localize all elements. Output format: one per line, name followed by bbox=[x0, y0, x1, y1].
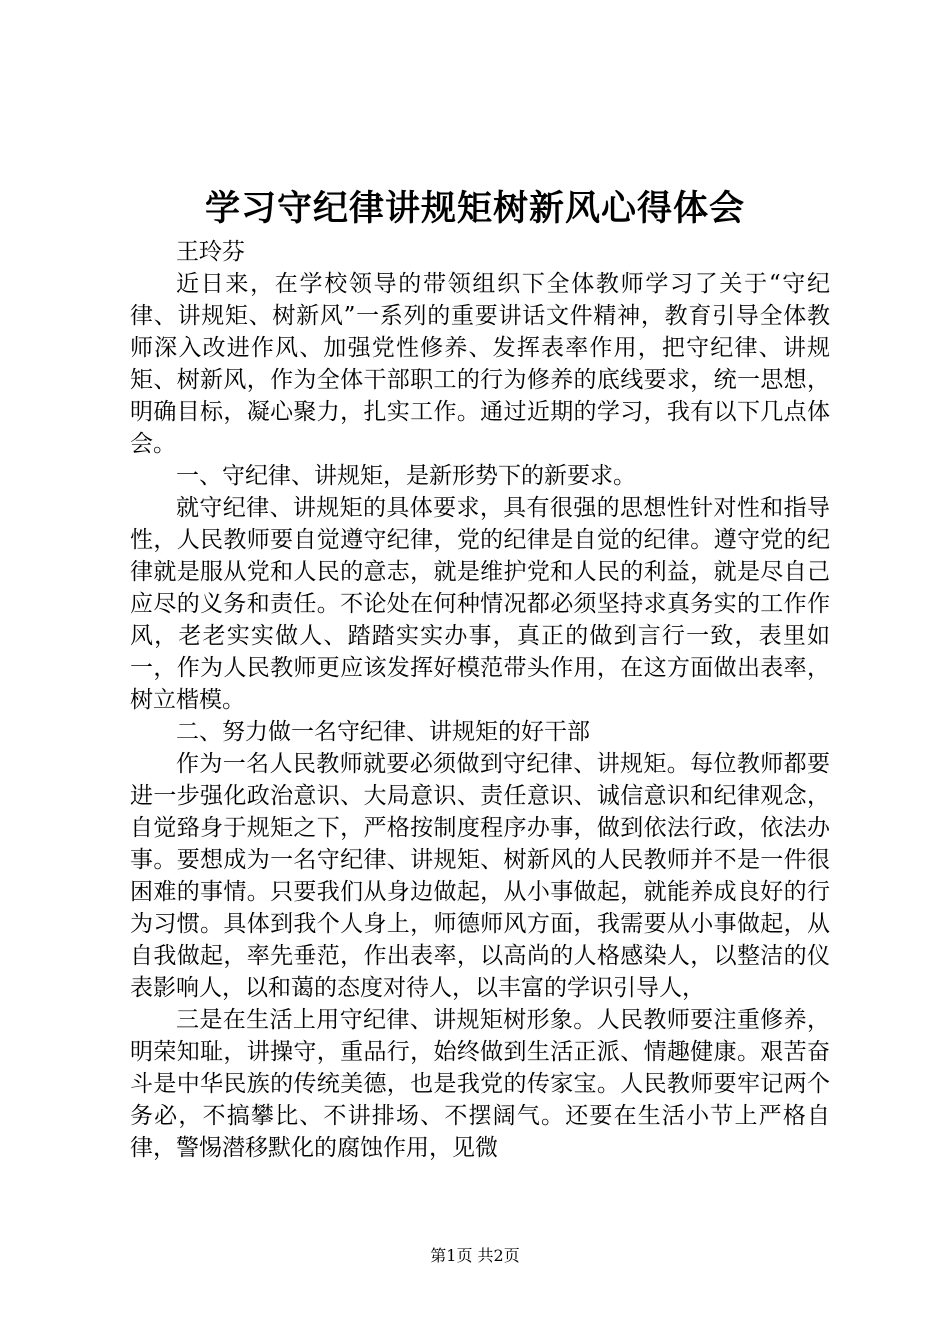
page-footer bbox=[0, 1245, 950, 1267]
page-indicator: 第1页 共2页 bbox=[430, 1246, 520, 1265]
paragraph-section-3: 三是在生活上用守纪律、讲规矩树形象。人民教师要注重修养，明荣知耻，讲操守，重品行，始终做到生活正派、情趣健康。艰苦奋斗是中华民族的传统美德，也是我党的传家宝。人民教师要牢记两个务必，不搞攀比、不讲排场、不摆阔气。还要在生活小节上严格自律，警惕潜移默化的腐蚀作用，见微 bbox=[130, 1007, 830, 1161]
section-heading-2: 二、努力做一名守纪律、讲规矩的好干部 bbox=[176, 719, 590, 745]
paragraph-section-1: 就守纪律、讲规矩的具体要求，具有很强的思想性针对性和指导性，人民教师要自觉遵守纪律，党的纪律是自觉的纪律。遵守党的纪律就是服从党和人民的意志，就是维护党和人民的利益，就是尽自己应尽的义务和责任。不论处在何种情况都必须坚持求真务实的工作作风，老老实实做人、踏踏实实办事，真正的做到言行一致，表里如一，作为人民教师更应该发挥好模范带头作用，在这方面做出表率，树立楷模。 bbox=[130, 495, 830, 713]
section-heading-1: 一、守纪律、讲规矩，是新形势下的新要求。 bbox=[176, 463, 636, 489]
paragraph-intro: 近日来，在学校领导的带领组织下全体教师学习了关于“守纪律、讲规矩、树新风”一系列的重要讲话文件精神，教育引导全体教师深入改进作风、加强党性修养、发挥表率作用，把守纪律、讲规矩、树新风，作为全体干部职工的行为修养的底线要求，统一思想，明确目标，凝心聚力，扎实工作。通过近期的学习，我有以下几点体会。 bbox=[130, 271, 830, 457]
author-name: 王玲芬 bbox=[176, 239, 245, 265]
document-title: 学习守纪律讲规矩树新风心得体会 bbox=[204, 188, 745, 229]
document-body bbox=[130, 236, 830, 1164]
paragraph-section-2: 作为一名人民教师就要必须做到守纪律、讲规矩。每位教师都要进一步强化政治意识、大局意识、责任意识、诚信意识和纪律观念，自觉臵身于规矩之下，严格按制度程序办事，做到依法行政，依法办事。要想成为一名守纪律、讲规矩、树新风的人民教师并不是一件很困难的事情。只要我们从身边做起，从小事做起，就能养成良好的行为习惯。具体到我个人身上，师德师风方面，我需要从小事做起，从自我做起，率先垂范，作出表率，以高尚的人格感染人，以整洁的仪表影响人，以和蔼的态度对待人，以丰富的学识引导人， bbox=[130, 751, 830, 1001]
